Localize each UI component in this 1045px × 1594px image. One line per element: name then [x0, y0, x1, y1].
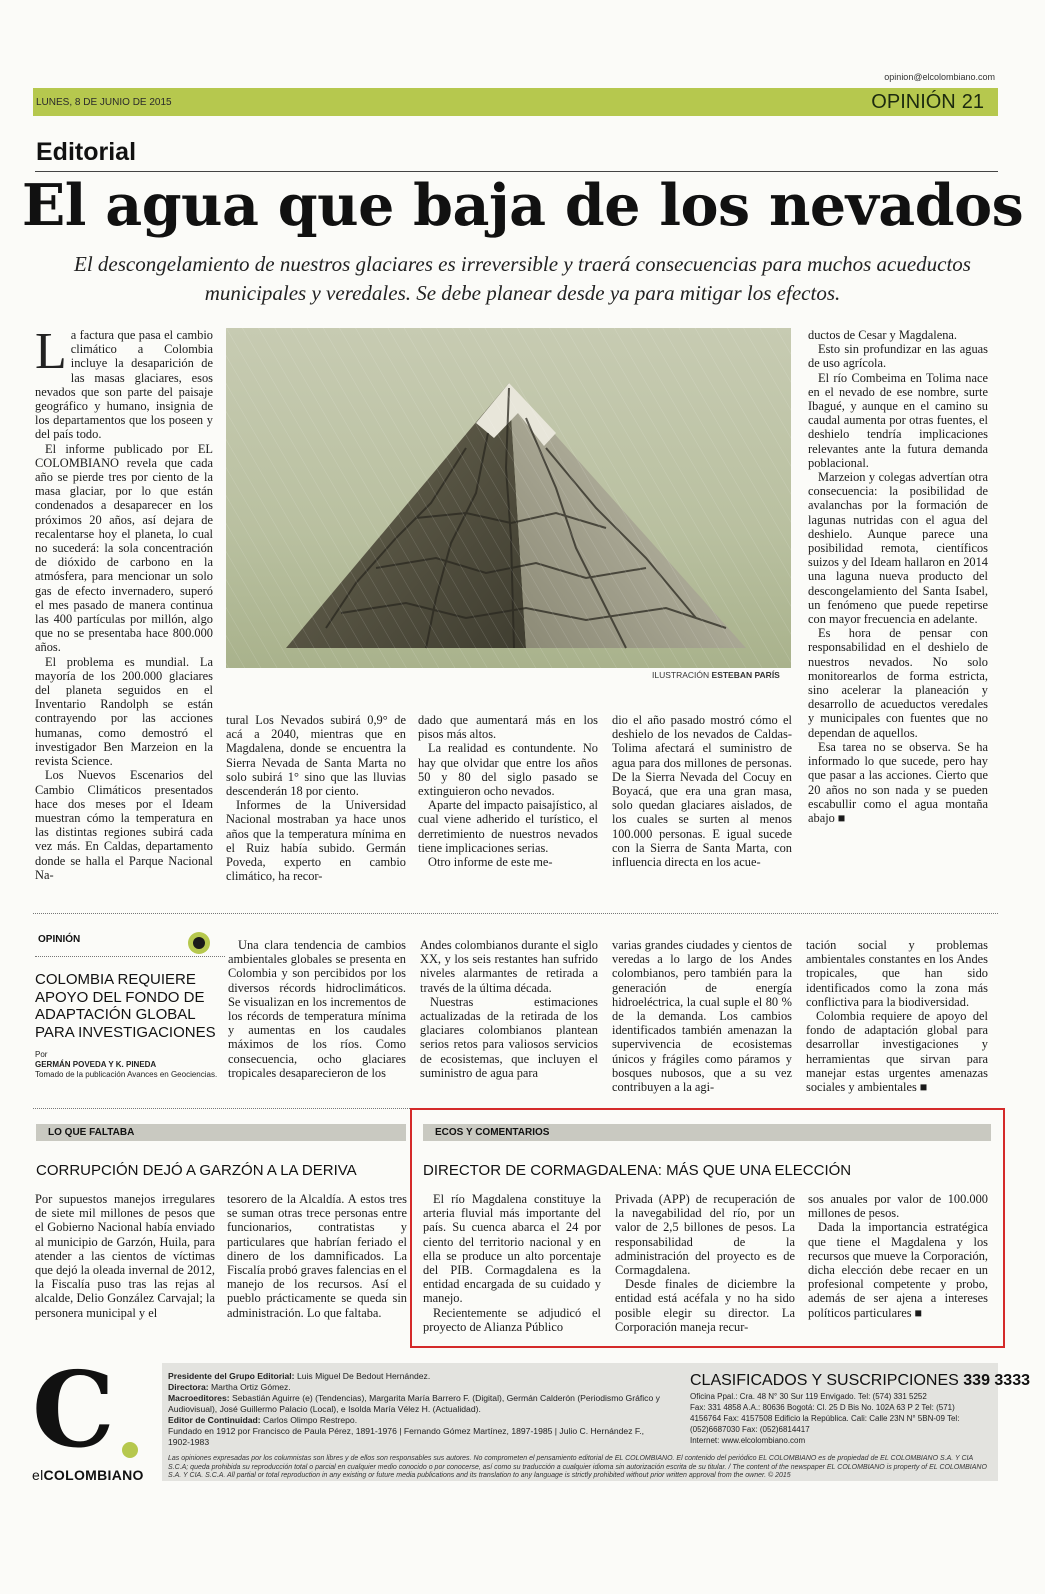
contact-line: (052)6687030 Fax: (052)6814417 [690, 1425, 810, 1434]
staff-name: Martha Ortiz Gómez. [210, 1382, 291, 1392]
staff-line [168, 1371, 668, 1382]
ecos-headline: DIRECTOR DE CORMAGDALENA: MÁS QUE UNA ELECCIÓN [423, 1162, 852, 1179]
logo-wordmark [32, 1467, 144, 1483]
paragraph: Aparte del impacto paisajístico, al cual viene adherido el turístico, el derretimiento de nuestros nevados tiene implicaciones serias. [418, 798, 598, 855]
editorial-column-2 [226, 713, 406, 883]
opinion-icon [187, 931, 211, 955]
paragraph: El río Magdalena constituye la arteria fluvial más importante del país. Su cuenca abarca el 24 por ciento del territorio nacional y en ella se produce un alto porcentaje del PIB. Cormagdalena es la entidad encargada de su cuidado y manejo. [423, 1192, 601, 1306]
ecos-column-2 [615, 1192, 795, 1334]
opinion-headline: COLOMBIA REQUIERE APOYO DEL FONDO DE ADAPTACIÓN GLOBAL PARA INVESTIGACIONES [35, 971, 216, 1041]
byline-source: Tomado de la publicación Avances en Geociencias. [35, 1070, 218, 1079]
classifieds-label: CLASIFICADOS Y SUSCRIPCIONES [690, 1372, 959, 1389]
opinion-column-4 [806, 938, 988, 1094]
paragraph: Marzeion y colegas advertían otra consecuencia: la posibilidad de avalanchas por la formación de lagunas nutridas con el agua del deshielo. Aunque parece una posibilidad remota, científicos suizos y del Ideam hallaron en 2014 una laguna nueva producto del descongelamiento del Santa Isabel, un fenómeno que puede repetirse con mayor frecuencia en adelante. [808, 470, 988, 627]
paragraph: El informe publicado por EL COLOMBIANO revela que cada año se pierde tres por ciento de la masa glaciar, por lo que están condenados a desaparecer en los próximos 20 años, así dejara de recalentarse hoy el planeta, lo cual no sucederá: la sola concentración de dióxido de carbono en la atmósfera, para mencionar un solo gas de efecto invernadero, superó el mes pasado de manera continua las 400 partículas por millón, algo que no se presentaba hace 800.000 años. [35, 441, 213, 655]
illustration-credit [652, 670, 780, 680]
section-email[interactable]: opinion@elcolombiano.com [884, 72, 995, 82]
staff-name: Carlos Olimpo Restrepo. [263, 1415, 358, 1425]
staff-line [168, 1415, 668, 1426]
section-divider [33, 913, 998, 914]
logo-dot [122, 1442, 138, 1458]
classifieds-phone[interactable]: 339 3333 [963, 1372, 1030, 1389]
paragraph: Otro informe de este me- [428, 855, 553, 870]
paragraph: Nuestras estimaciones actualizadas de la retirada de los glaciares colombianos plantean serios retos para valiosos servicios de ecosistemas, que incluyen el suministro de agua para [420, 994, 598, 1080]
staff-name: Fundado en 1912 por Francisco de Paula Pérez, 1891-1976 | Fernando Gómez Martínez, 1897-1985 | Julio C. Hernández F., 1902-1983 [168, 1426, 644, 1447]
credit-name: ESTEBAN PARÍS [711, 670, 780, 680]
contact-line: Internet: www.elcolombiano.com [690, 1436, 806, 1445]
drop-cap: L [35, 323, 67, 380]
paragraph: El río Combeima en Tolima nace en el nevado de ese nombre, surte Ibagué, y aunque en el camino su caudal aumenta por otras fuentes, el deshielo tendría implicaciones relevantes ante la futura demanda poblacional. [808, 370, 988, 470]
paragraph: varias grandes ciudades y cientos de veredas a lo largo de los Andes colombianos, pero también para la generación de energía hidroeléctrica, la cual suple el 80 % de la demanda. Los cambios identificados también amenazan la supervivencia de ecosistemas únicos y frágiles como páramos y bosques nubosos, que a su vez contribuyen a la agi- [612, 938, 792, 1095]
paragraph: Andes colombianos durante el siglo XX, y los seis restantes han sufrido niveles alarmantes de retirada a través de la última década. [420, 938, 598, 995]
editorial-column-4 [612, 713, 792, 869]
legal-notice: Las opiniones expresadas por los columnistas son libres y de ellos son responsables sus autores. No comprometen el pensamiento editorial de EL COLOMBIANO. El contenido del periódico EL COLOMBIANO es de propiedad de EL COLOMBIANO S.A. Y CIA S.C.A; queda prohibida su reproducción total o parcial en cualquier medio conocido o por conocerse, así como su traducción a cualquier idioma sin autorización escrita de su titular. / The content of the newspaper EL COLOMBIANO is property of EL COLOMBIANO S.A. Y CIA. S.C.A. All partial or total reproduction in any existing or future media publications and its translation to any language is strictly prohibited without prior written approval from the owner. © 2015 [168, 1455, 987, 1479]
contact-line: 4156764 Fax: 4157508 Edificio la República. Cali: Calle 23N N° 5BN-09 Tel: [690, 1414, 960, 1423]
paragraph: ductos de Cesar y Magdalena. [808, 328, 957, 342]
masthead-contact [690, 1391, 992, 1446]
editorial-dek: El descongelamiento de nuestros glaciares es irreversible y traerá consecuencias para muchos acueductos municipales y veredales. Se debe planear desde ya para mitigar los efectos. [74, 252, 971, 305]
opinion-column-3 [612, 938, 792, 1094]
paragraph: Desde finales de diciembre la entidad está acéfala y no ha sido posible elegir su director. La Corporación maneja recur- [615, 1277, 795, 1334]
logo-word-colombiano: COLOMBIANO [43, 1467, 144, 1483]
opinion-column-1 [228, 938, 406, 1080]
staff-role: Macroeditores: [168, 1393, 232, 1403]
paragraph: Una clara tendencia de cambios ambientales globales se presenta en Colombia y son percibidos por los diversos récords hidroclimáticos. Se visualizan en los incrementos de los récords de temperatura mínima y aumentas en los caudales máximos de los ríos. Como consecuencia, ocho glaciares tropicales desaparecieron de los [228, 938, 406, 1080]
staff-line [168, 1382, 668, 1393]
paragraph: sos anuales por valor de 100.000 millones de pesos. [808, 1192, 988, 1221]
contact-line: Oficina Ppal.: Cra. 48 N° 30 Sur 119 Envigado. Tel: (574) 331 5252 [690, 1392, 927, 1401]
paragraph: Informes de la Universidad Nacional mostraban ya hace unos años que la temperatura mínima en el Ruiz había subido. Germán Poveda, experto en cambio climático, ha recor- [226, 798, 406, 884]
lo-que-faltaba-column-2 [227, 1192, 407, 1320]
section-name [871, 91, 984, 114]
ecos-column-1 [423, 1192, 601, 1334]
editorial-column-1 [35, 323, 213, 882]
staff-name: Luis Miguel De Bedout Hernández. [296, 1371, 431, 1381]
opinion-tab: OPINIÓN [38, 934, 81, 945]
classifieds-line [690, 1372, 1030, 1390]
el-colombiano-logo[interactable] [32, 1348, 154, 1488]
paragraph: La realidad es contundente. No hay que olvidar que entre los años 50 y 80 del siglo pasado se extinguieron ocho nevados. [418, 741, 598, 799]
paragraph: Recientemente se adjudicó el proyecto de Alianza Público [423, 1305, 601, 1334]
paragraph: tación social y problemas ambientales constantes en los Andes tropicales, que han sido identificados como la zona más conflictiva para la biodiversidad. [806, 938, 988, 1009]
paragraph: Dada la importancia estratégica que tiene el Magdalena y los recursos que mueve la Corporación, dicha elección debe recaer en un profesional competente y probo, además de ser ajena a intereses políticos particulares ■ [808, 1220, 988, 1320]
paragraph: Es hora de pensar con responsabilidad en el deshielo de nuestros nevados. No solo monitorearlos de forma estricta, sino acelerar la planeación y desarrollo de acueductos veredales y municipales con fuentes que no dependan de aquellos. [808, 626, 988, 740]
section-label: OPINIÓN [871, 90, 956, 113]
opinion-column-2 [420, 938, 598, 1080]
ecos-column-3 [808, 1192, 988, 1320]
contact-line: Fax: 331 4858 A.A.: 80636 Bogotá: Cl. 25 D Bis No. 102A 63 P 2 Tel: (571) [690, 1403, 955, 1412]
paragraph: tural Los Nevados subirá 0,9° de acá a 2040, mientras que en Magdalena, donde se encuentra la Sierra Nevada de Santa Marta no solo subirá 1° sino que las lluvias descenderán 18 por ciento. [226, 713, 406, 799]
section-header-bar [33, 88, 998, 116]
paragraph: Esto sin profundizar en las aguas de uso agrícola. [808, 342, 988, 371]
paragraph: Colombia requiere de apoyo del fondo de adaptación global para desarrollar investigaciones y herramientas que sirvan para manejar estas urgentes amenazas sociales y ambientales ■ [806, 1009, 988, 1095]
editorial-column-5 [808, 328, 988, 825]
masthead-staff [168, 1371, 668, 1448]
lo-que-faltaba-tab: LO QUE FALTABA [36, 1124, 406, 1141]
opinion-byline [35, 1050, 225, 1080]
paragraph: a factura que pasa el cambio climático a Colombia incluye la desaparición de las masas glaciares, esos nevados que son parte del paisaje geográfico y humano, insignia de los departamentos que los poseen y del país todo. [35, 328, 213, 442]
paragraph: Esa tarea no se observa. Se ha informado lo que sucede, pero hay que pasar a las acciones. Cierto que 20 años no son nada y se pueden escabullir como el agua montaña abajo ■ [808, 739, 988, 825]
paragraph: dado que aumentará más en los pisos más altos. [418, 713, 598, 742]
ecos-tab: ECOS Y COMENTARIOS [423, 1124, 991, 1141]
staff-role: Editor de Continuidad: [168, 1415, 263, 1425]
byline-authors: GERMÁN POVEDA Y K. PINEDA [35, 1060, 157, 1069]
byline-label: Por [35, 1050, 48, 1059]
editorial-column-3 [418, 713, 598, 869]
staff-name: Sebastián Aguirre (e) (Tendencias), Margarita María Barrero F. (Digital), Germán Calderón (Periodismo Gráfico y Audiovisual), José Guillermo Palacio (Local), e Isolda María Vélez H. (Actualidad). [168, 1393, 660, 1414]
editorial-illustration [226, 328, 791, 668]
paragraph: Privada (APP) de recuperación de la navegabilidad del río, por un valor de 2,5 billones de pesos. La responsabilidad de la administración del proyecto es de Cormagdalena. [615, 1192, 795, 1278]
credit-label: ILUSTRACIÓN [652, 670, 710, 680]
page-number: 21 [961, 90, 984, 113]
editorial-headline: El agua que baja de los nevados [21, 172, 1024, 239]
editorial-kicker: Editorial [36, 138, 137, 166]
lo-que-faltaba-headline: CORRUPCIÓN DEJÓ A GARZÓN A LA DERIVA [36, 1162, 357, 1179]
staff-role: Directora: [168, 1382, 211, 1392]
logo-letter: C [32, 1348, 115, 1471]
paragraph: dio el año pasado mostró cómo el deshielo de los nevados de Caldas-Tolima afectará el suministro de agua para dos millones de personas. De la Sierra Nevada del Cocuy en Boyacá, que era una gran masa, solo quedan glaciares aislados, de los cuales se surten al menos 100.000 personas. E igual sucede con la Sierra de Santa Marta, con influencia directa en los acue- [612, 713, 792, 870]
paragraph: Los Nuevos Escenarios del Cambio Climáticos presentados hace dos meses por el Ideam muestran cómo la temperatura en las distintas regiones subirá cada vez más. En Caldas, departamento donde se halla el Parque Nacional Na- [35, 768, 213, 882]
paragraph: tesorero de la Alcaldía. A estos tres se suman otras trece personas entre funcionarios, contratistas y particulares que habrían feriado el dinero de los damnificados. La Fiscalía probó graves falencias en el manejo de los recursos. Así el pueblo prácticamente se queda sin administración. Lo que faltaba. [227, 1192, 407, 1320]
staff-line [168, 1393, 668, 1415]
paragraph: Por supuestos manejos irregulares de siete mil millones de pesos que el Gobierno Nacional había enviado al municipio de Garzón, Huila, para atender a las cientos de víctimas que dejó la oleada invernal de 2012, la Fiscalía puso tras las rejas al alcalde, Delio González Carvajal; la personera municipal y el [35, 1192, 215, 1320]
mountain-illustration [226, 328, 791, 668]
divider [35, 956, 225, 957]
lo-que-faltaba-column-1 [35, 1192, 215, 1320]
staff-line [168, 1426, 668, 1448]
publication-date: LUNES, 8 DE JUNIO DE 2015 [36, 96, 172, 108]
logo-word-el: el [32, 1467, 44, 1483]
staff-role: Presidente del Grupo Editorial: [168, 1371, 297, 1381]
paragraph: El problema es mundial. La mayoría de los 200.000 glaciares del planeta seguidos en el Inventario Randolph se están contrayendo por las acciones humanas, como demostró el investigador Ben Marzeion en la revista Science. [35, 654, 213, 769]
